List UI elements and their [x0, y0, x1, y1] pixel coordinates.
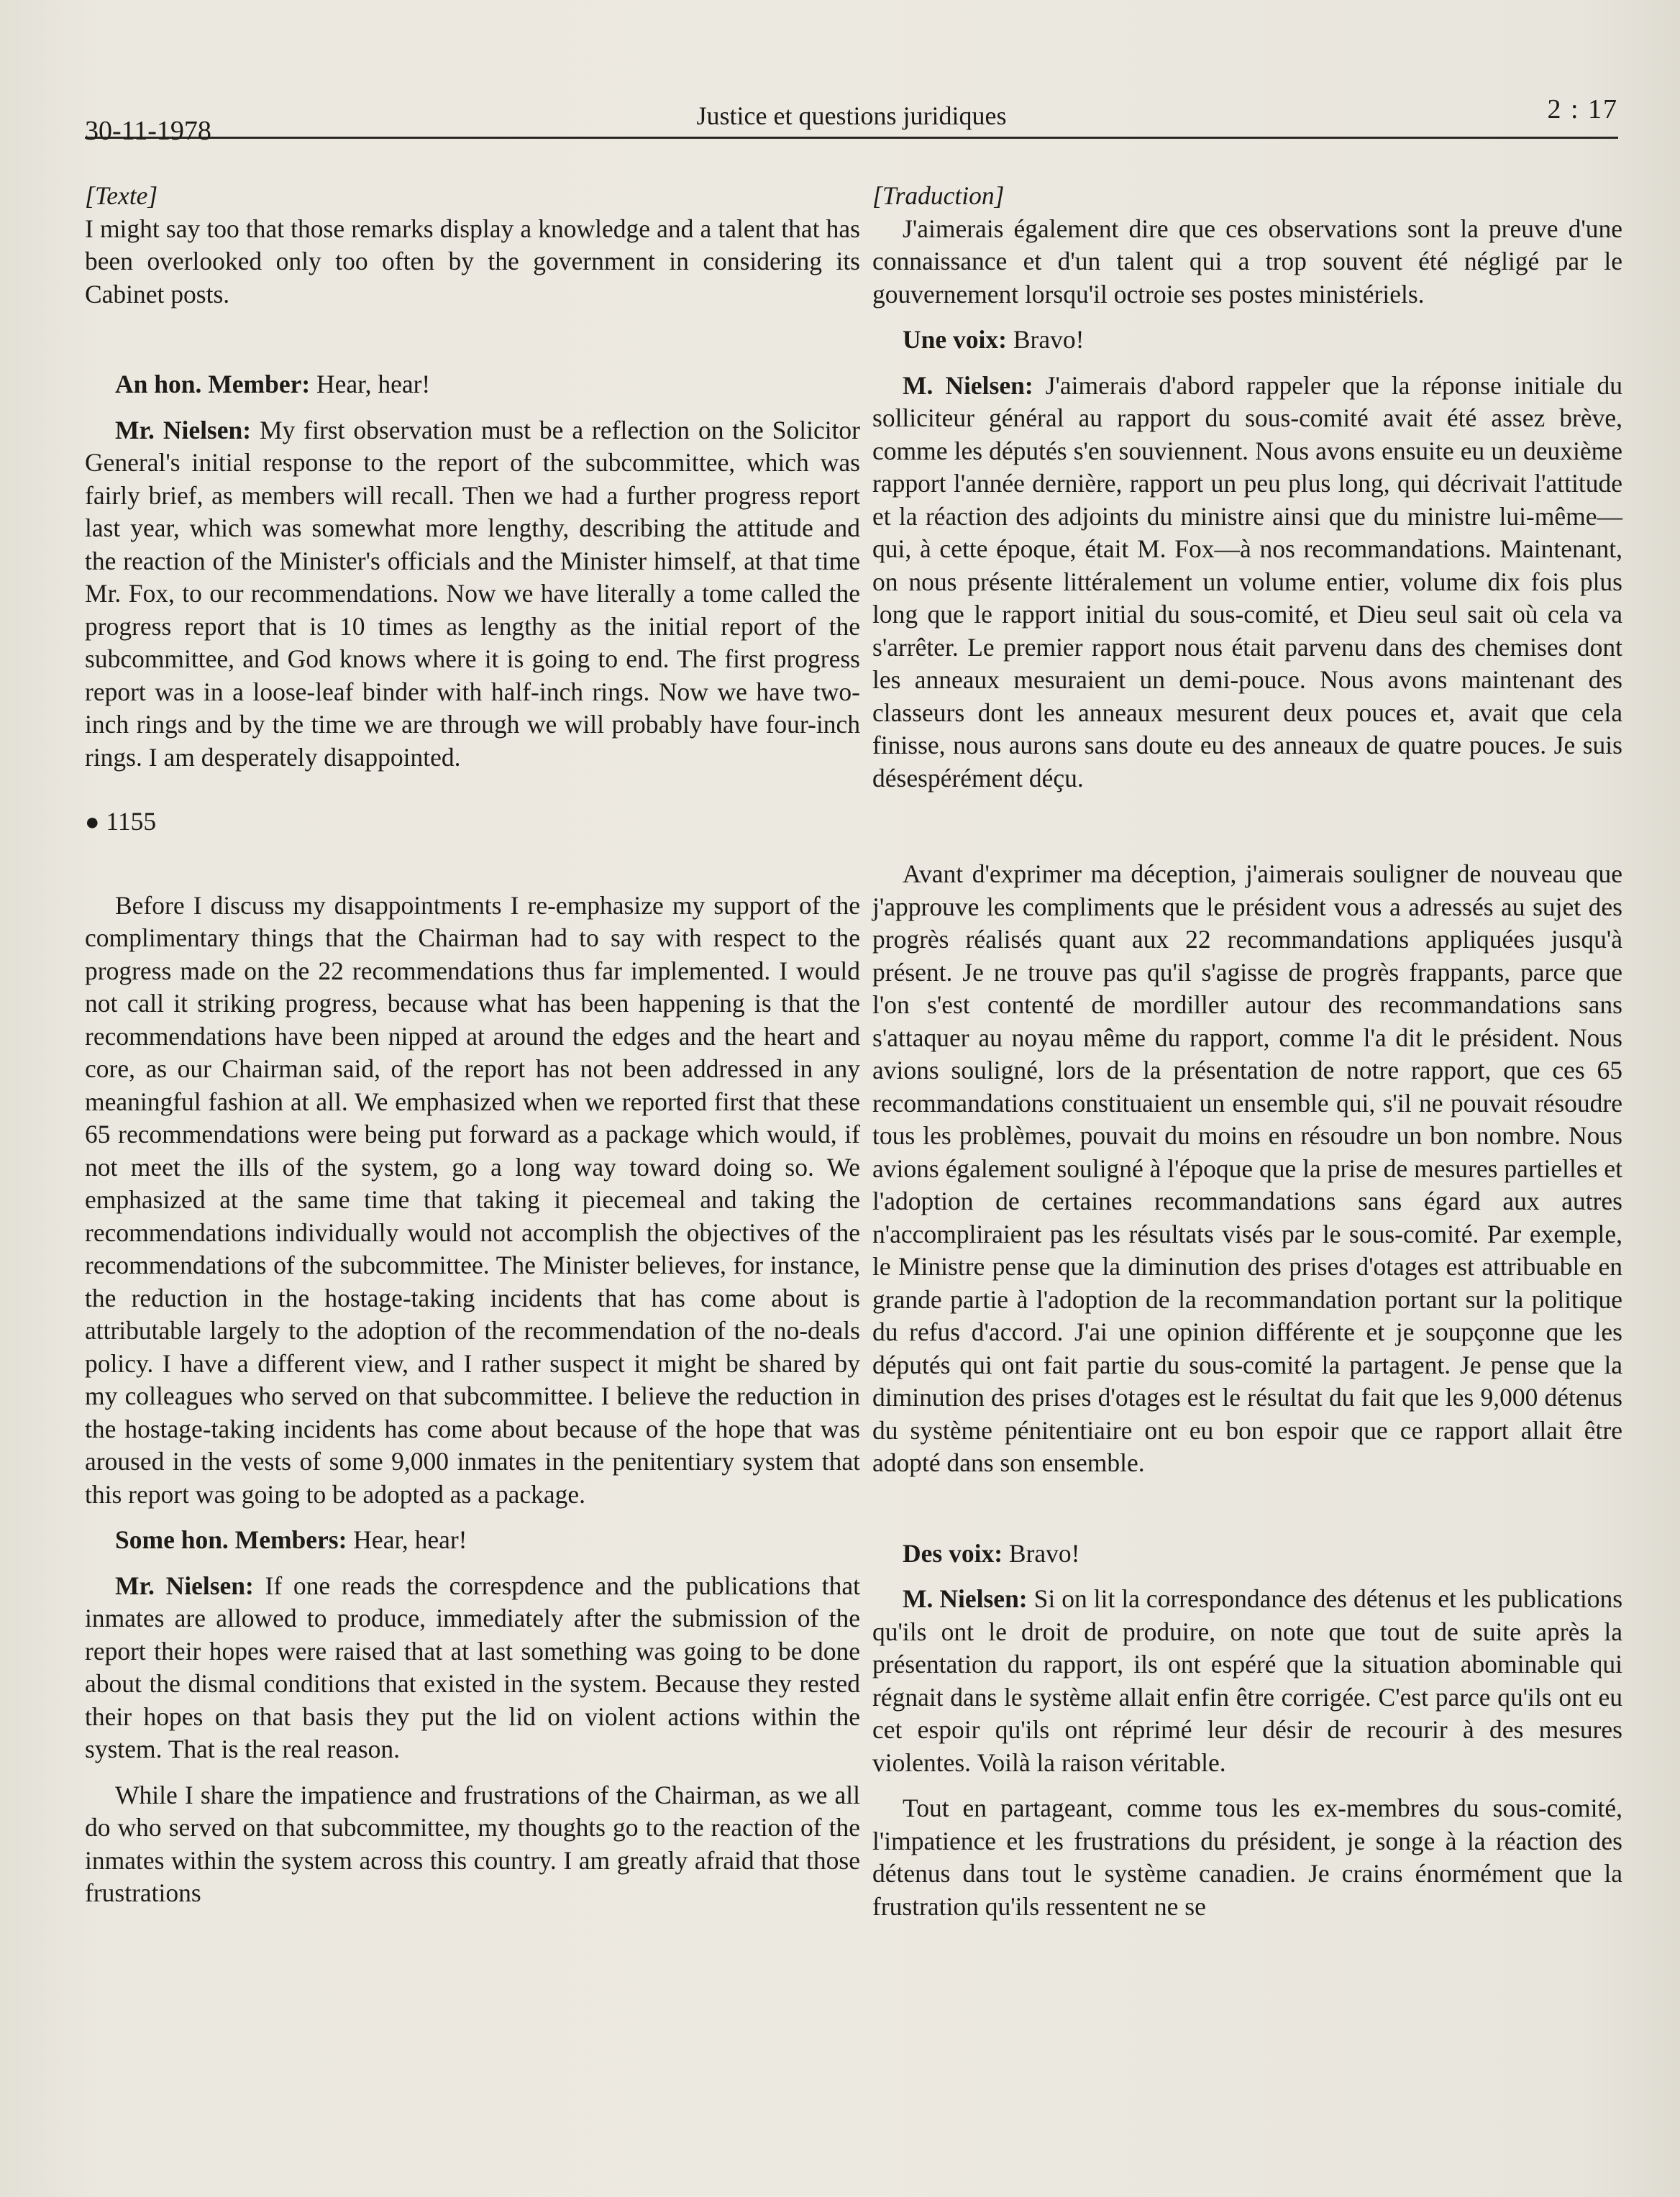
- speech-text: If one reads the correspdence and the publications that inmates are allowed to produce, immediately after the submission of the report their hopes were raised that at last something was going to be done about the dismal conditions that existed in the system. Because they rested their hopes on that basis they put the lid on violent actions within the system. That is the real reason.: [85, 1571, 860, 1763]
- speech: [85, 1570, 860, 1766]
- speech: [872, 370, 1622, 795]
- speaker-name: M. Nielsen:: [903, 370, 1033, 400]
- speech-text: Bravo!: [1006, 325, 1085, 354]
- speech-text: My first observation must be a reflection on the Solicitor General's initial response to the report of the subcommittee, which was fairly brief, as members will recall. Then we had a further progress report last year, which was somewhat more lengthy, describing the attitude and the reaction of the Minister's officials and the Minister himself, at that time Mr. Fox, to our recommendations. Now we have literally a tome called the progress report that is 10 times as lengthy as the initial report of the subcommittee, and God knows where it is going to end. The first progress report was in a loose-leaf binder with half-inch rings. Now we have two-inch rings and by the time we are through we will probably have four-inch rings. I am desperately disappointed.: [85, 415, 861, 772]
- interjection: [85, 368, 860, 401]
- speaker-name: Some hon. Members:: [115, 1525, 347, 1554]
- header-date: 30-11-1978: [85, 116, 211, 146]
- speech-text: Hear, hear!: [310, 370, 431, 398]
- paragraph: Tout en partageant, comme tous les ex-membres du sous-comité, l'impatience et les frustrations du président, je songe à la réaction des détenus dans tout le système canadien. Je crains énormément que la frustration qu'ils ressentent ne se: [872, 1794, 1622, 1921]
- speaker-name: Des voix:: [903, 1538, 1003, 1568]
- page-header: [85, 93, 1618, 146]
- speaker-name: An hon. Member:: [115, 370, 311, 398]
- speech-text: Si on lit la correspondance des détenus et les publications qu'ils ont le droit de produire, on note que tout de suite après la présentation du rapport, ils ont espéré que la situation abominable qui régnait dans le système allait enfin être corrigée. C'est parce qu'ils ont eu cet espoir qu'ils ont réprimé leur désir de recourir à des mesures violentes. Voilà la raison véritable.: [872, 1584, 1623, 1777]
- speech-text: Bravo!: [1003, 1538, 1080, 1568]
- french-column: [872, 180, 1622, 1923]
- time-marker: [85, 805, 860, 839]
- language-tag: [Traduction]: [872, 181, 1005, 210]
- speaker-name: Mr. Nielsen:: [115, 415, 252, 444]
- language-tag: [Texte]: [85, 181, 158, 210]
- header-title: Justice et questions juridiques: [696, 101, 1007, 130]
- speaker-name: Une voix:: [903, 325, 1007, 354]
- header-page-number: 2 : 17: [1547, 94, 1618, 124]
- paragraph: Avant d'exprimer ma déception, j'aimerais souligner de nouveau que j'approuve les compliments que le président vous a adressés au sujet des progrès réalisés quant aux 22 recommandations appliquées jusqu'à présent. Je ne trouve pas qu'il s'agisse de progrès frappants, parce que l'on s'est contenté de mordiller autour des recommandations sans s'attaquer au noyau même du rapport, comme l'a dit le président. Nous avions souligné, lors de la présentation de notre rapport, que ces 65 recommandations constituaient un ensemble qui, s'il ne pouvait résoudre tous les problèmes, pouvait du moins en résoudre un bon nombre. Nous avions également souligné à l'époque que la prise de mesures partielles et l'adoption de certaines recommandations sans égard aux autres n'accompliraient pas les résultats visés par le sous-comité. Par exemple, le Ministre pense que la diminution des prises d'otages est attribuable en grande partie à l'adoption de la recommandation portant sur la politique du refus d'accord. J'ai une opinion différente et je soupçonne que les députés qui ont fait partie du sous-comité la partagent. Je pense que la diminution des prises d'otages est le résultat du fait que les 9,000 détenus du système pénitentiaire ont eu bon espoir que ce rapport allait être adopté dans son ensemble.: [872, 859, 1622, 1477]
- speaker-name: M. Nielsen:: [903, 1584, 1028, 1613]
- speech: [85, 414, 860, 775]
- speech-text: J'aimerais d'abord rappeler que la réponse initiale du solliciteur général au rapport du sous-comité avait été assez brève, comme les députés s'en souviennent. Nous avons ensuite eu un deuxième rapport l'année dernière, rapport un peu plus long, qui décrivait l'attitude et la réaction des adjoints du ministre ainsi que du ministre lui-même—qui, à cette époque, était M. Fox—à nos recommandations. Maintenant, on nous présente littéralement un volume entier, volume dix fois plus long que le rapport initial du sous-comité, et Dieu seul sait où cela va s'arrêter. Le premier rapport nous était parvenu dans des chemises dont les anneaux mesuraient un demi-pouce. Nous avons maintenant des classeurs dont les anneaux mesurent deux pouces et, avait que cela finisse, nous aurons sans doute eu des anneaux de quatre pouces. Je suis désespérément déçu.: [872, 370, 1622, 793]
- paragraph: While I share the impatience and frustrations of the Chairman, as we all do who served on that subcommittee, my thoughts go to the reaction of the inmates within the system across this country. I am greatly afraid that those frustrations: [85, 1780, 860, 1907]
- paragraph: Before I discuss my disappointments I re-emphasize my support of the complimentary things that the Chairman had to say with respect to the progress made on the 22 recommendations thus far implemented. I would not call it striking progress, because what has been happening is that the recommendations have been nipped at around the edges and the heart and core, as our Chairman said, of the report has not been addressed in any meaningful fashion at all. We emphasized when we reported first that these 65 recommendations were being put forward as a package which would, if not meet the ills of the system, go a long way toward doing so. We emphasized at the same time that taking it piecemeal and taking the recommendations individually would not accomplish the objectives of the recommendations of the subcommittee. The Minister believes, for instance, the reduction in the hostage-taking incidents that has come about is attributable largely to the adoption of the recommendation of the no-deals policy. I have a different view, and I rather suspect it might be shared by my colleagues who served on that subcommittee. I believe the reduction in the hostage-taking incidents has come about because of the hope that was aroused in the vests of some 9,000 inmates in the penitentiary system that this report was going to be adopted as a package.: [85, 890, 860, 1509]
- speech-text: Hear, hear!: [347, 1525, 467, 1554]
- interjection: [85, 1524, 860, 1557]
- bullet-icon: ●: [85, 809, 100, 836]
- english-column: [85, 180, 860, 1910]
- paragraph: I might say too that those remarks display a knowledge and a talent that has been overlooked only too often by the government in considering its Cabinet posts.: [85, 214, 860, 309]
- speech: [872, 1583, 1622, 1779]
- interjection: [872, 324, 1622, 357]
- paragraph: J'aimerais également dire que ces observations sont la preuve d'une connaissance et d'un talent qui a trop souvent été négligé par le gouvernement lorsqu'il octroie ses postes ministériels.: [872, 214, 1622, 309]
- speaker-name: Mr. Nielsen:: [115, 1571, 254, 1600]
- interjection: [872, 1538, 1622, 1571]
- time-marker-value: 1155: [106, 807, 157, 836]
